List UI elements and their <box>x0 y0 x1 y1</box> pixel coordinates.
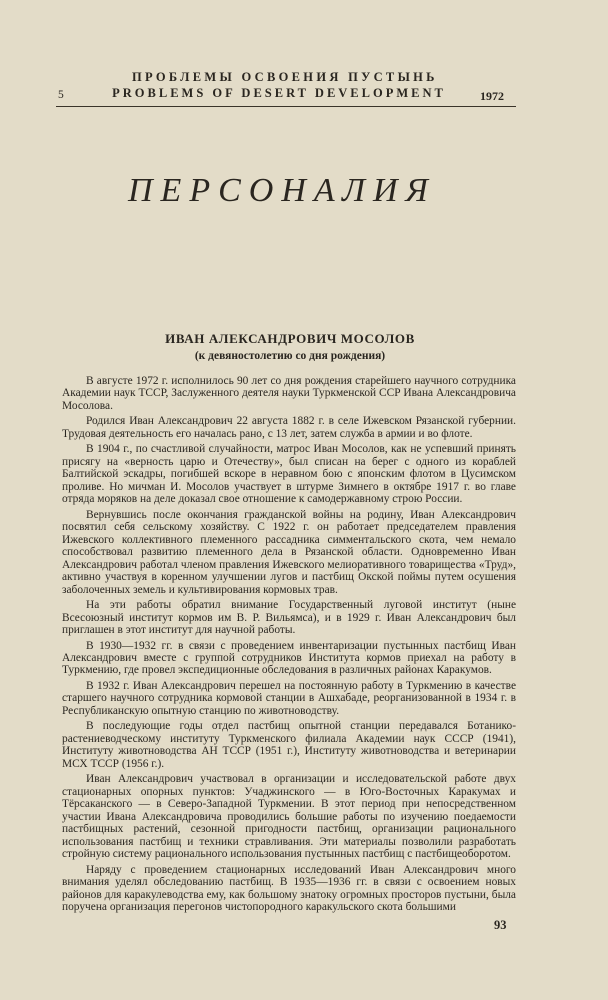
journal-title-ru: ПРОБЛЕМЫ ОСВОЕНИЯ ПУСТЫНЬ <box>132 70 438 84</box>
article-body <box>62 375 516 917</box>
paragraph: В 1930—1932 гг. в связи с проведением инвентаризации пустынных пастбищ Иван Александрович вместе с группой сотрудников Института кормов приехал на работу в Туркмению, где провел экспедиционные обследования в различных районах Каракумов. <box>62 639 516 677</box>
journal-title-en: PROBLEMS OF DESERT DEVELOPMENT <box>112 86 446 100</box>
article-title: ИВАН АЛЕКСАНДРОВИЧ МОСОЛОВ <box>165 331 415 346</box>
section-title: ПЕРСОНАЛИЯ <box>128 172 436 209</box>
paragraph: В последующие годы отдел пастбищ опытной станции передавался Ботанико-растениеводческому институту Туркменского филиала Академии наук СССР (1941), Институту животноводства АН ТССР (1951 г.), Институту животноводства и ветеринарии МСХ ТССР (1956 г.). <box>62 720 516 770</box>
paragraph: Иван Александрович участвовал в организации и исследовательской работе двух стационарных опорных пунктов: Учаджинского — в Юго-Восточных Каракумах и Тёрсаканского — в Северо-Западной Туркмении. В этот период при непосредственном участии Ивана Александровича проводились большие работы по изучению поедаемости пастбищных растений, сезонной пригодности пастбищ, организации рационального использования пастбищ и техники стравливания. Эти материалы позволили разработать стройную систему рационального использования пустынных пастбищ с пастбищеоборотом. <box>62 773 516 861</box>
issue-year: 1972 <box>480 89 504 103</box>
paragraph: Родился Иван Александрович 22 августа 1882 г. в селе Ижевском Рязанской губернии. Трудовая деятельность его началась рано, с 13 лет, затем служба в армии и во флоте. <box>62 415 516 440</box>
paragraph: Наряду с проведением стационарных исследований Иван Александрович много внимания уделял обследованию пастбищ. В 1935—1936 гг. в связи с освоением новых районов для каракулеводства ему, как большому знатоку огромных просторов пустыни, была поручена организация перегонов чистопородного каракульского скота большими <box>62 863 516 913</box>
paragraph: Вернувшись после окончания гражданской войны на родину, Иван Александрович посвятил себя сельскому хозяйству. С 1922 г. он работает председателем правления Ижевского коллективного племенного рассадника симментальского скота, чем немало способствовал развитию племенного дела в Рязанской области. Одновременно Иван Александрович работал членом правления Ижевского мелиоративного товарищества «Труд», активно участвуя в коренном улучшении лугов и пастбищ Окской поймы путем осушения заболоченных земель и культивирования кормовых трав. <box>62 508 516 596</box>
paragraph: В 1904 г., по счастливой случайности, матрос Иван Мосолов, как не успевший принять присягу на «верность царю и Отечеству», был списан на берег с одного из кораблей Балтийской эскадры, погибшей вскоре в неравном бою с японским флотом в Цусимском проливе. Но мичман И. Мосолов участвует в штурме Зимнего в октябре 1917 г. во главе отряда моряков на деле доказал свое отношение к самодержавному строю России. <box>62 443 516 506</box>
header-rule <box>56 106 516 107</box>
paragraph: В 1932 г. Иван Александрович перешел на постоянную работу в Туркмению в качестве старшего научного сотрудника кормовой станции в Ашхабаде, реорганизованной в 1934 г. в Республиканскую опытную станцию по животноводству. <box>62 679 516 717</box>
paragraph: На эти работы обратил внимание Государственный луговой институт (ныне Всесоюзный институт кормов им В. Р. Вильямса), и в 1929 г. Иван Александрович был приглашен в этот институт для научной работы. <box>62 599 516 636</box>
issue-number: 5 <box>58 89 64 101</box>
paragraph: В августе 1972 г. исполнилось 90 лет со дня рождения старейшего научного сотрудника Академии наук ТССР, Заслуженного деятеля науки Туркменской ССР Ивана Александровича Мосолова. <box>62 375 516 412</box>
page-number: 93 <box>494 918 507 932</box>
article-subtitle: (к девяностолетию со дня рождения) <box>194 350 386 362</box>
